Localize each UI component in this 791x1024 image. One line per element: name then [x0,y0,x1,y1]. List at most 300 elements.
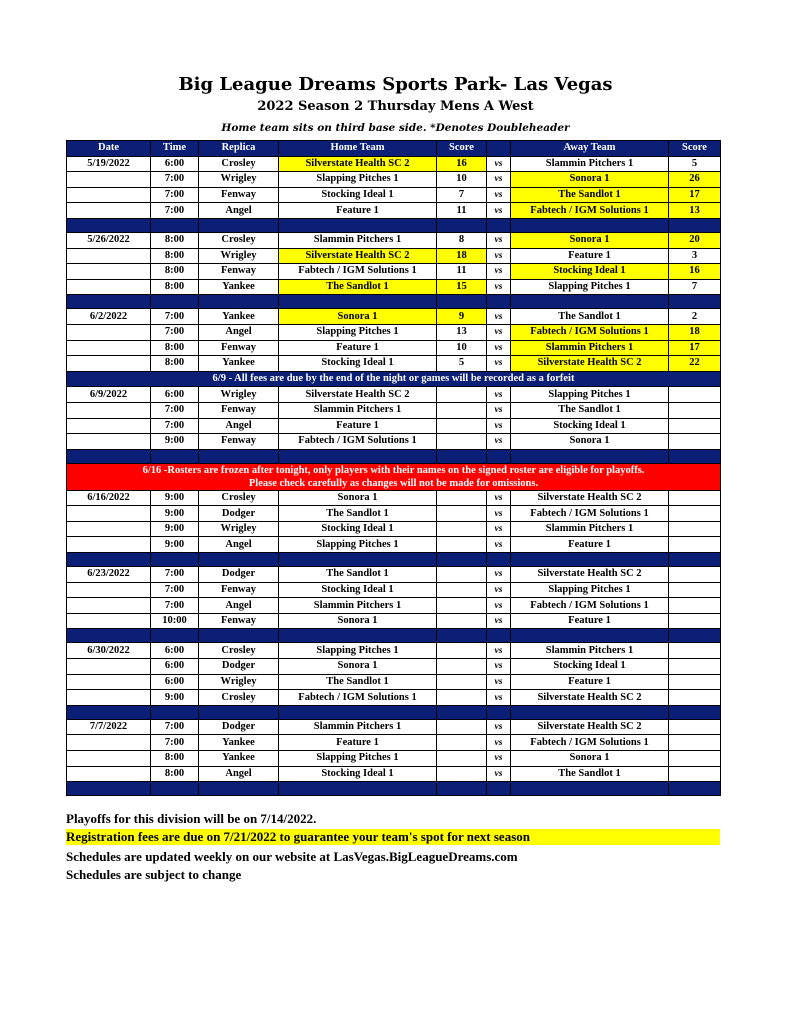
game-field: Crosley [199,643,279,659]
home-team: Feature 1 [279,418,437,434]
away-score [669,582,721,598]
home-score: 11 [437,264,487,280]
away-score: 2 [669,309,721,325]
separator-cell [151,553,199,567]
game-date [67,402,151,418]
home-score [437,643,487,659]
away-team: Fabtech / IGM Solutions 1 [511,506,669,522]
away-score: 3 [669,248,721,264]
game-time: 8:00 [151,264,199,280]
away-team: The Sandlot 1 [511,309,669,325]
game-time: 9:00 [151,506,199,522]
game-date [67,582,151,598]
game-row [67,659,721,675]
game-row [67,613,721,629]
home-team: Stocking Ideal 1 [279,356,437,372]
game-field: Angel [199,324,279,340]
separator-cell [669,218,721,232]
game-row [67,690,721,706]
vs-label: vs [487,582,511,598]
game-date: 7/7/2022 [67,719,151,735]
vs-label: vs [487,203,511,219]
home-score [437,613,487,629]
col-replica: Replica [199,141,279,157]
home-team: Sonora 1 [279,309,437,325]
game-field: Fenway [199,613,279,629]
home-score: 7 [437,187,487,203]
home-team: Slapping Pitches 1 [279,324,437,340]
schedule-body [67,156,721,796]
game-time: 9:00 [151,690,199,706]
separator-cell [487,449,511,463]
website-note: Schedules are updated weekly on our website at LasVegas.BigLeagueDreams.com [66,849,518,864]
separator-cell [199,449,279,463]
separator-cell [199,629,279,643]
away-score: 26 [669,172,721,188]
home-team: The Sandlot 1 [279,567,437,583]
game-row [67,264,721,280]
home-team: Sonora 1 [279,490,437,506]
home-score [437,719,487,735]
home-score: 9 [437,309,487,325]
separator-cell [437,782,487,796]
away-team: Fabtech / IGM Solutions 1 [511,598,669,614]
home-score: 8 [437,232,487,248]
away-score [669,537,721,553]
vs-label: vs [487,598,511,614]
away-team: Slammin Pitchers 1 [511,521,669,537]
game-field: Angel [199,418,279,434]
away-score [669,643,721,659]
separator-cell [67,218,151,232]
separator-cell [279,449,437,463]
home-score: 16 [437,156,487,172]
game-row [67,340,721,356]
vs-label: vs [487,735,511,751]
away-score: 22 [669,356,721,372]
game-field: Dodger [199,567,279,583]
game-field: Wrigley [199,521,279,537]
home-team: Slammin Pitchers 1 [279,232,437,248]
vs-label: vs [487,751,511,767]
game-time: 7:00 [151,203,199,219]
away-score: 20 [669,232,721,248]
home-team: Slapping Pitches 1 [279,751,437,767]
home-team: Feature 1 [279,340,437,356]
separator-cell [511,553,669,567]
separator-cell [669,295,721,309]
home-team: Slapping Pitches 1 [279,537,437,553]
game-date [67,690,151,706]
game-date [67,279,151,295]
home-team: Fabtech / IGM Solutions 1 [279,434,437,450]
week-separator-row [67,782,721,796]
separator-cell [279,218,437,232]
away-team: Slapping Pitches 1 [511,582,669,598]
away-team: Silverstate Health SC 2 [511,690,669,706]
game-row [67,402,721,418]
vs-label: vs [487,324,511,340]
vs-label: vs [487,340,511,356]
away-team: Sonora 1 [511,434,669,450]
away-score [669,434,721,450]
away-score [669,719,721,735]
away-score: 16 [669,264,721,280]
home-team: Sonora 1 [279,659,437,675]
game-date [67,418,151,434]
game-time: 6:00 [151,659,199,675]
separator-cell [437,449,487,463]
away-team: Slapping Pitches 1 [511,279,669,295]
home-score [437,434,487,450]
game-time: 7:00 [151,719,199,735]
game-time: 8:00 [151,751,199,767]
away-score [669,690,721,706]
roster-alert-line-1: 6/16 -Rosters are frozen after tonight, only players with their names on the signed roster are eligible for playoffs. [142,464,645,476]
away-team: Slammin Pitchers 1 [511,340,669,356]
game-time: 7:00 [151,309,199,325]
game-row [67,309,721,325]
separator-cell [151,218,199,232]
game-field: Crosley [199,156,279,172]
vs-label: vs [487,232,511,248]
away-team: Silverstate Health SC 2 [511,719,669,735]
game-time: 7:00 [151,582,199,598]
away-team: Feature 1 [511,537,669,553]
home-team: Fabtech / IGM Solutions 1 [279,264,437,280]
game-date [67,340,151,356]
away-team: Slammin Pitchers 1 [511,643,669,659]
game-field: Angel [199,537,279,553]
separator-cell [199,218,279,232]
game-field: Yankee [199,309,279,325]
game-time: 10:00 [151,613,199,629]
separator-cell [487,295,511,309]
home-team: Slapping Pitches 1 [279,172,437,188]
away-team: Sonora 1 [511,751,669,767]
game-time: 9:00 [151,537,199,553]
vs-label: vs [487,248,511,264]
separator-cell [437,295,487,309]
game-time: 7:00 [151,324,199,340]
home-score [437,567,487,583]
game-row [67,506,721,522]
away-score: 17 [669,187,721,203]
playoffs-note: Playoffs for this division will be on 7/14/2022. [66,811,317,826]
separator-cell [279,295,437,309]
away-team: Slammin Pitchers 1 [511,156,669,172]
game-date [67,766,151,782]
game-date [67,735,151,751]
col-date: Date [67,141,151,157]
vs-label: vs [487,156,511,172]
game-field: Crosley [199,232,279,248]
vs-label: vs [487,719,511,735]
game-row [67,356,721,372]
game-row [67,643,721,659]
game-field: Fenway [199,187,279,203]
vs-label: vs [487,674,511,690]
game-row [67,735,721,751]
home-score: 15 [437,279,487,295]
game-row [67,387,721,403]
separator-cell [67,782,151,796]
home-team: Stocking Ideal 1 [279,766,437,782]
game-field: Fenway [199,340,279,356]
away-score [669,402,721,418]
game-row [67,674,721,690]
game-date [67,613,151,629]
away-team: The Sandlot 1 [511,402,669,418]
game-date [67,506,151,522]
separator-cell [67,629,151,643]
separator-cell [151,782,199,796]
home-score: 10 [437,172,487,188]
week-separator-row [67,629,721,643]
game-time: 7:00 [151,418,199,434]
col-time: Time [151,141,199,157]
home-score [437,387,487,403]
game-field: Angel [199,766,279,782]
home-team: Silverstate Health SC 2 [279,156,437,172]
vs-label: vs [487,537,511,553]
game-row [67,751,721,767]
vs-label: vs [487,506,511,522]
away-team: The Sandlot 1 [511,187,669,203]
game-date [67,751,151,767]
home-team: Stocking Ideal 1 [279,187,437,203]
separator-cell [199,782,279,796]
home-team: Silverstate Health SC 2 [279,387,437,403]
vs-label: vs [487,387,511,403]
page-title: Big League Dreams Sports Park- Las Vegas [178,74,613,95]
away-score [669,506,721,522]
away-score: 13 [669,203,721,219]
game-date [67,521,151,537]
separator-cell [669,705,721,719]
fees-notice-row [67,371,721,387]
vs-label: vs [487,434,511,450]
game-time: 9:00 [151,490,199,506]
separator-cell [487,782,511,796]
game-field: Angel [199,598,279,614]
game-row [67,598,721,614]
game-date [67,264,151,280]
game-field: Fenway [199,402,279,418]
separator-cell [511,782,669,796]
subject-to-change-note: Schedules are subject to change [66,867,242,882]
separator-cell [437,553,487,567]
col-home-team: Home Team [279,141,437,157]
home-score [437,402,487,418]
separator-cell [487,629,511,643]
roster-alert-line-2: Please check carefully as changes will not be made for omissions. [248,477,539,489]
game-time: 8:00 [151,248,199,264]
separator-cell [511,629,669,643]
home-score [437,751,487,767]
home-score: 5 [437,356,487,372]
separator-cell [669,553,721,567]
table-header-row [67,141,721,157]
separator-cell [669,782,721,796]
away-team: Fabtech / IGM Solutions 1 [511,203,669,219]
vs-label: vs [487,690,511,706]
away-team: Sonora 1 [511,232,669,248]
separator-cell [487,705,511,719]
game-time: 8:00 [151,232,199,248]
game-time: 6:00 [151,643,199,659]
home-score: 11 [437,203,487,219]
vs-label: vs [487,659,511,675]
home-score [437,766,487,782]
away-score [669,387,721,403]
home-score: 13 [437,324,487,340]
game-date: 6/30/2022 [67,643,151,659]
away-score [669,674,721,690]
home-team: Feature 1 [279,203,437,219]
away-team: Stocking Ideal 1 [511,659,669,675]
vs-label: vs [487,643,511,659]
separator-cell [279,705,437,719]
away-team: Fabtech / IGM Solutions 1 [511,735,669,751]
game-date: 6/9/2022 [67,387,151,403]
game-field: Yankee [199,751,279,767]
vs-label: vs [487,402,511,418]
vs-label: vs [487,187,511,203]
away-team: Feature 1 [511,613,669,629]
home-score [437,490,487,506]
game-date [67,674,151,690]
separator-cell [511,295,669,309]
away-team: Feature 1 [511,674,669,690]
game-date [67,598,151,614]
col-home-score: Score [437,141,487,157]
vs-label: vs [487,490,511,506]
game-date [67,203,151,219]
game-date [67,356,151,372]
home-team: Slammin Pitchers 1 [279,598,437,614]
game-date [67,659,151,675]
away-team: Silverstate Health SC 2 [511,356,669,372]
home-team: Sonora 1 [279,613,437,629]
game-field: Angel [199,203,279,219]
week-separator-row [67,449,721,463]
game-field: Crosley [199,490,279,506]
game-field: Fenway [199,434,279,450]
away-team: The Sandlot 1 [511,766,669,782]
game-field: Wrigley [199,674,279,690]
home-team: Feature 1 [279,735,437,751]
away-score: 5 [669,156,721,172]
game-row [67,324,721,340]
separator-cell [669,629,721,643]
vs-label: vs [487,418,511,434]
game-field: Wrigley [199,172,279,188]
home-score [437,506,487,522]
col-away-team: Away Team [511,141,669,157]
game-time: 7:00 [151,735,199,751]
separator-cell [67,295,151,309]
away-team: Fabtech / IGM Solutions 1 [511,324,669,340]
roster-alert-row [67,463,721,490]
roster-alert-cell [67,463,721,490]
game-date [67,324,151,340]
away-score [669,613,721,629]
home-team: Slammin Pitchers 1 [279,719,437,735]
home-team: The Sandlot 1 [279,674,437,690]
game-time: 8:00 [151,356,199,372]
home-team: Fabtech / IGM Solutions 1 [279,690,437,706]
week-separator-row [67,553,721,567]
week-separator-row [67,218,721,232]
separator-cell [67,449,151,463]
separator-cell [279,629,437,643]
separator-cell [511,218,669,232]
away-team: Stocking Ideal 1 [511,264,669,280]
away-score [669,418,721,434]
game-time: 8:00 [151,766,199,782]
game-time: 7:00 [151,598,199,614]
vs-label: vs [487,356,511,372]
home-team-note: Home team sits on third base side. *Denotes Doubleheader [221,122,570,134]
separator-cell [511,705,669,719]
game-time: 7:00 [151,567,199,583]
separator-cell [669,449,721,463]
home-team: Slammin Pitchers 1 [279,402,437,418]
home-team: The Sandlot 1 [279,506,437,522]
game-date: 5/26/2022 [67,232,151,248]
away-team: Sonora 1 [511,172,669,188]
home-score [437,598,487,614]
col-vs [487,141,511,157]
game-date: 6/23/2022 [67,567,151,583]
separator-cell [67,553,151,567]
game-time: 6:00 [151,156,199,172]
vs-label: vs [487,766,511,782]
game-row [67,418,721,434]
home-team: Silverstate Health SC 2 [279,248,437,264]
game-date [67,248,151,264]
away-score [669,751,721,767]
home-score [437,735,487,751]
home-team: Slapping Pitches 1 [279,643,437,659]
vs-label: vs [487,172,511,188]
game-row [67,203,721,219]
vs-label: vs [487,567,511,583]
game-date [67,172,151,188]
game-date [67,434,151,450]
game-row [67,766,721,782]
home-score: 10 [437,340,487,356]
separator-cell [199,553,279,567]
away-score [669,766,721,782]
game-field: Dodger [199,719,279,735]
fees-notice-text: 6/9 - All fees are due by the end of the night or games will be recorded as a forfeit [67,371,721,387]
away-team: Silverstate Health SC 2 [511,490,669,506]
vs-label: vs [487,309,511,325]
separator-cell [151,295,199,309]
schedule-table [66,140,721,796]
separator-cell [151,449,199,463]
game-date [67,537,151,553]
away-score [669,490,721,506]
game-field: Yankee [199,735,279,751]
game-field: Wrigley [199,387,279,403]
game-time: 8:00 [151,340,199,356]
game-field: Yankee [199,279,279,295]
game-time: 6:00 [151,674,199,690]
separator-cell [437,705,487,719]
